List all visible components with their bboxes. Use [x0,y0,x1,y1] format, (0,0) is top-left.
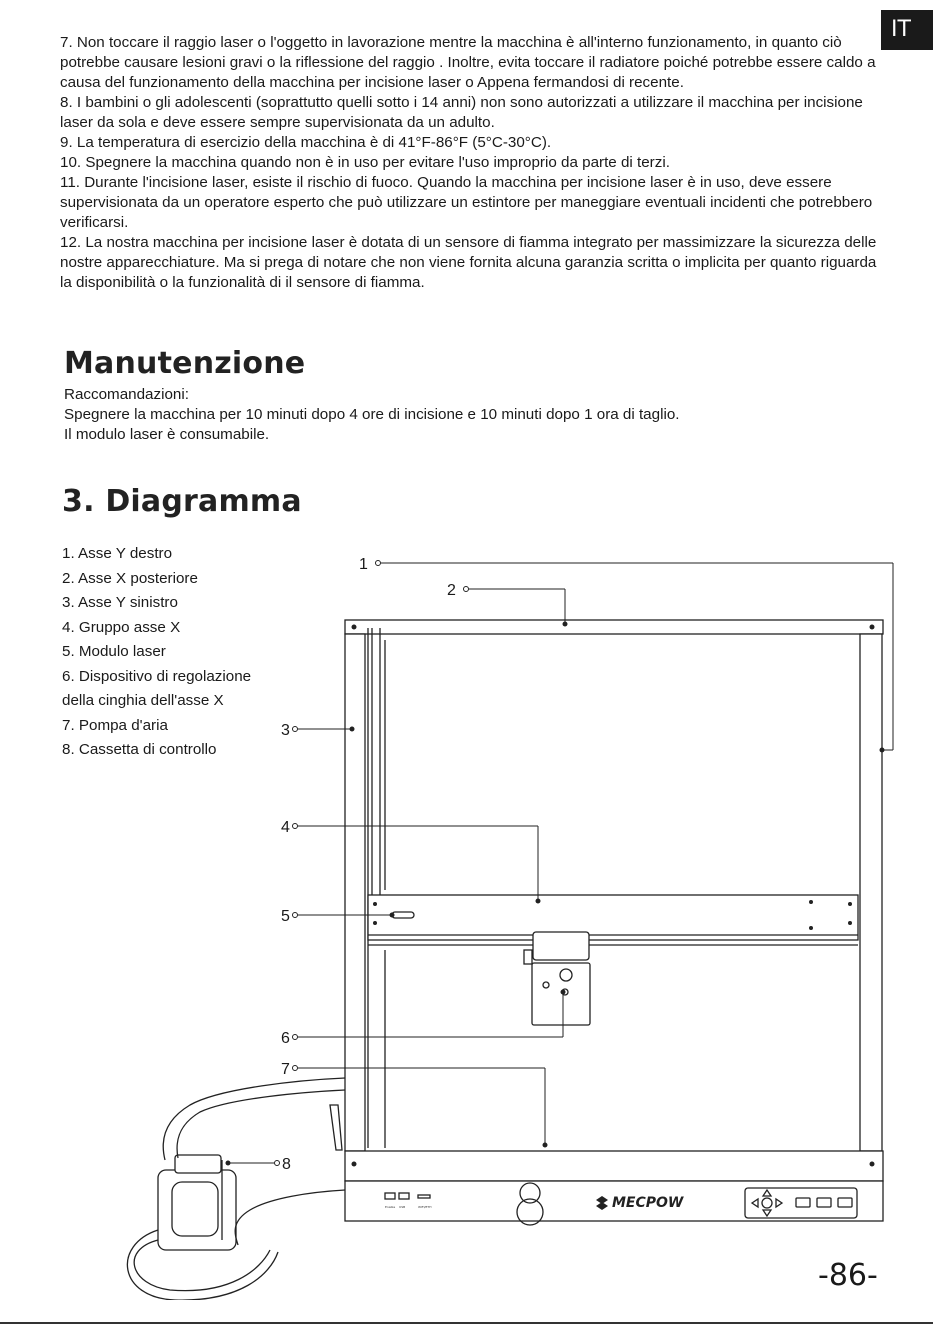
engraver-diagram [0,540,933,1300]
maintenance-line: Spegnere la macchina per 10 minuti dopo 4 ore di incisione e 10 minuti dopo 1 ora di taglio. [64,406,680,423]
safety-instructions [60,33,890,293]
safety-item-8: 8. I bambini o gli adolescenti (soprattutto quelli sotto i 14 anni) non sono autorizzati a utilizzare il macchina per incisione laser da sola e deve essere sempre supervisionata da un adulto. [60,94,863,131]
legend-item: 5. Modulo laser [62,643,166,660]
legend-item: 6. Dispositivo di regolazione [62,667,252,685]
safety-item-7: 7. Non toccare il raggio laser o l'oggetto in lavorazione mentre la macchina è all'interno funzionamento, in quanto ciò potrebbe causare lesioni gravi o la riflessione del raggio . Inoltre, evita toccare il radiatore poiché potrebbe essere caldo a causa del funzionamento della macchina per incisione laser o Appena fermandosi di recente. [60,34,876,91]
maintenance-heading: Manutenzione [64,346,306,381]
brand-logo: MECPOW [612,1195,684,1211]
callout-7: 7 [281,1061,290,1078]
callout-8: 8 [282,1156,291,1173]
legend-item: 8. Cassetta di controllo [62,741,217,758]
callout-4: 4 [281,819,290,836]
safety-item-12: 12. La nostra macchina per incisione laser è dotata di un sensore di fiamma integrato per massimizzare la sicurezza delle nostre apparecchiature. Ma si prega di notare che non viene fornita alcuna garanzia scritta o implicita per quanto riguarda la disponibilità o la funzionalità di il sensore di fiamma. [60,234,877,291]
rear-x-axis [345,620,883,634]
maintenance-line: Raccomandazioni: [64,386,189,403]
left-y-axis [345,634,365,1151]
language-tab: IT [881,10,933,50]
safety-item-10: 10. Spegnere la macchina quando non è in uso per evitare l'uso improprio da parte di terzi. [60,154,670,171]
page-number: -86- [818,1258,878,1293]
callout-6: 6 [281,1030,290,1047]
front-bar [345,1151,883,1181]
port-label: USB [399,1205,406,1209]
callout-2: 2 [447,582,456,599]
port-label: Enable [385,1205,396,1209]
callout-1: 1 [359,556,368,573]
callout-3: 3 [281,722,290,739]
legend-item: 7. Pompa d'aria [62,716,168,734]
maintenance-line: Il modulo laser è consumabile. [64,426,270,443]
laser-module-head [533,932,589,960]
legend-item: 3. Asse Y sinistro [62,594,178,611]
legend-item: 4. Gruppo asse X [62,618,181,636]
port-label: WIFI/ETH [418,1205,432,1209]
x-axis-assembly [368,895,858,940]
legend-item: della cinghia dell'asse X [62,692,224,709]
safety-item-9: 9. La temperatura di esercizio della macchina è di 41°F-86°F (5°C-30°C). [60,134,552,151]
right-y-axis [860,634,882,1151]
maintenance-text [64,385,679,445]
legend-item: 1. Asse Y destro [62,545,173,562]
safety-item-11: 11. Durante l'incisione laser, esiste il rischio di fuoco. Quando la macchina per incisione laser è in uso, deve essere supervisionata da un operatore esperto che può utilizzare un estintore per maneggiare eventuali incidenti che potrebbero verificarsi. [60,174,873,231]
callout-5: 5 [281,908,290,925]
legend-item: 2. Asse X posteriore [62,569,198,587]
diagram-heading: 3. Diagramma [62,484,302,519]
